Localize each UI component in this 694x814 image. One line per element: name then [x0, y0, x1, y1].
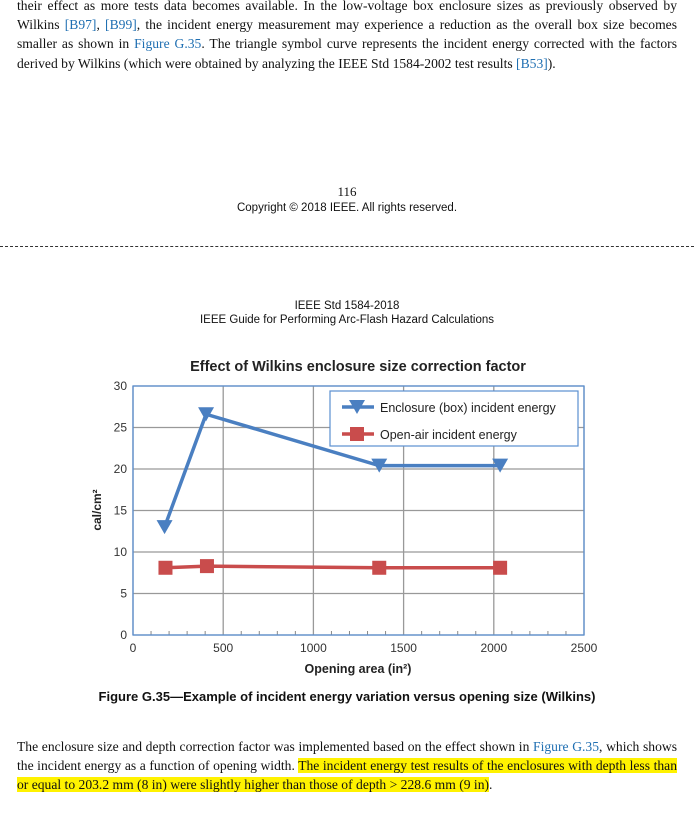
ref-b97-link[interactable]: [B97]	[64, 17, 97, 33]
y-tick-label: 5	[120, 586, 127, 601]
top-paragraph	[17, 0, 677, 73]
data-point	[372, 561, 386, 575]
copyright: Copyright © 2018 IEEE. All rights reserved.	[236, 202, 458, 214]
text: . The triangle symbol curve represents the incident energy corrected with the factors derived by Wilkins (which were obtained by analyzing the IEEE Std 1584-2002 test results	[17, 36, 677, 71]
text: , which shows the incident energy as a function of opening width.	[17, 739, 677, 774]
x-tick-label: 500	[213, 641, 234, 655]
header-title: IEEE Guide for Performing Arc-Flash Hazard Calculations	[199, 314, 494, 326]
y-tick-label: 0	[120, 628, 127, 642]
x-tick-label: 2000	[480, 641, 508, 655]
legend-label: Enclosure (box) incident energy	[380, 401, 556, 415]
text: their effect as more tests data becomes available. In the low-voltage box enclosure sizes as previously observed by Wilkins	[17, 0, 677, 33]
x-axis-label: Opening area (in²)	[304, 662, 412, 676]
y-tick-label: 25	[113, 420, 127, 435]
data-point	[493, 561, 507, 575]
page-number: 116	[337, 184, 357, 199]
x-tick-label: 1000	[300, 641, 327, 655]
series-line	[165, 566, 500, 568]
y-tick-label: 15	[113, 503, 127, 518]
text: , the incident energy measurement may experience a reduction as the overall box size becomes smaller as shown in	[17, 17, 678, 52]
chart-title: Effect of Wilkins enclosure size correction factor	[190, 359, 526, 375]
figure-link[interactable]: Figure G.35	[533, 739, 600, 754]
text: The enclosure size and depth correction factor was implemented based on the effect shown in	[17, 739, 534, 754]
header-standard: IEEE Std 1584-2018	[294, 300, 400, 312]
ref-b53-link[interactable]: [B53]	[516, 55, 548, 71]
y-axis-label: cal/cm²	[90, 489, 104, 531]
legend	[330, 391, 578, 446]
y-tick-label: 10	[113, 545, 127, 559]
x-tick-label: 1500	[390, 641, 417, 655]
data-point	[158, 561, 172, 575]
data-point	[200, 559, 214, 573]
legend-label: Open-air incident energy	[380, 428, 517, 442]
figure-link[interactable]: Figure G.35	[134, 36, 202, 52]
y-tick-label: 30	[113, 379, 127, 393]
x-tick-label: 2500	[570, 641, 598, 655]
page-break	[0, 246, 694, 247]
text: ).	[547, 55, 556, 71]
chart	[0, 350, 694, 690]
y-tick-label: 20	[113, 462, 127, 476]
highlighted-text: The incident energy test results of the enclosures with depth less than or equal to 203.2 mm (8 in) were slightly higher than those of depth > 228.6 mm (9 in)	[17, 758, 677, 793]
figure-caption: Figure G.35—Example of incident energy variation versus opening size (Wilkins)	[98, 689, 596, 704]
x-tick-label: 0	[129, 641, 137, 655]
ref-b99-link[interactable]: [B99]	[105, 17, 137, 33]
bottom-paragraph	[17, 737, 677, 795]
legend-marker	[350, 427, 364, 441]
data-point	[157, 520, 173, 534]
text: .	[489, 777, 493, 793]
text: ,	[96, 17, 106, 33]
